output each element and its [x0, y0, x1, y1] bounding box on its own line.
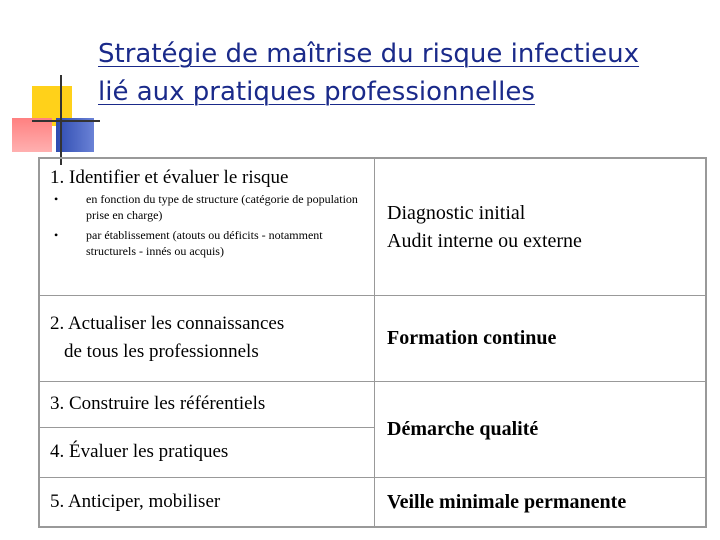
table-row	[39, 158, 706, 295]
row4-left: 4. Évaluer les pratiques	[50, 441, 229, 462]
cell-diagnostic	[375, 158, 707, 295]
cell-watch	[375, 477, 707, 527]
row3-left: 3. Construire les référentiels	[50, 393, 266, 414]
title-line-1: Stratégie de maîtrise du risque infectieux	[98, 39, 640, 69]
row2-left-line2: de tous les professionnels	[64, 341, 259, 362]
decor-red-square	[12, 118, 52, 152]
row1-right-line2: Audit interne ou externe	[387, 229, 582, 252]
table-row	[39, 477, 706, 527]
table-row	[39, 295, 706, 381]
cell-training	[375, 295, 707, 381]
bullet-dot: •	[54, 228, 59, 242]
cell-quality	[375, 381, 707, 477]
row1-right-line1: Diagnostic initial	[387, 201, 526, 224]
cell-update-knowledge	[39, 295, 375, 381]
cell-evaluate	[39, 427, 375, 477]
bullet-item	[40, 227, 374, 259]
row5-right: Veille minimale permanente	[387, 490, 627, 513]
slide-title	[98, 35, 698, 111]
cell-anticipate	[39, 477, 375, 527]
strategy-table	[38, 157, 707, 528]
row1-heading: 1. Identifier et évaluer le risque	[50, 167, 289, 188]
decor-horizontal-line	[32, 120, 100, 122]
table-row	[39, 381, 706, 427]
cell-identify	[39, 158, 375, 295]
bullet-text: par établissement (atouts ou déficits - notamment structurels - innés ou acquis)	[86, 228, 323, 258]
row2-left-line1: 2. Actualiser les connaissances	[50, 313, 285, 334]
bullet-text: en fonction du type de structure (catégorie de population prise en charge)	[86, 192, 358, 222]
row2-right: Formation continue	[387, 327, 557, 349]
row34-right: Démarche qualité	[387, 418, 539, 440]
cell-build-references	[39, 381, 375, 427]
title-line-2: lié aux pratiques professionnelles	[98, 77, 535, 107]
row5-left: 5. Anticiper, mobiliser	[50, 490, 221, 512]
bullet-dot: •	[54, 192, 59, 206]
bullet-item	[40, 191, 374, 223]
